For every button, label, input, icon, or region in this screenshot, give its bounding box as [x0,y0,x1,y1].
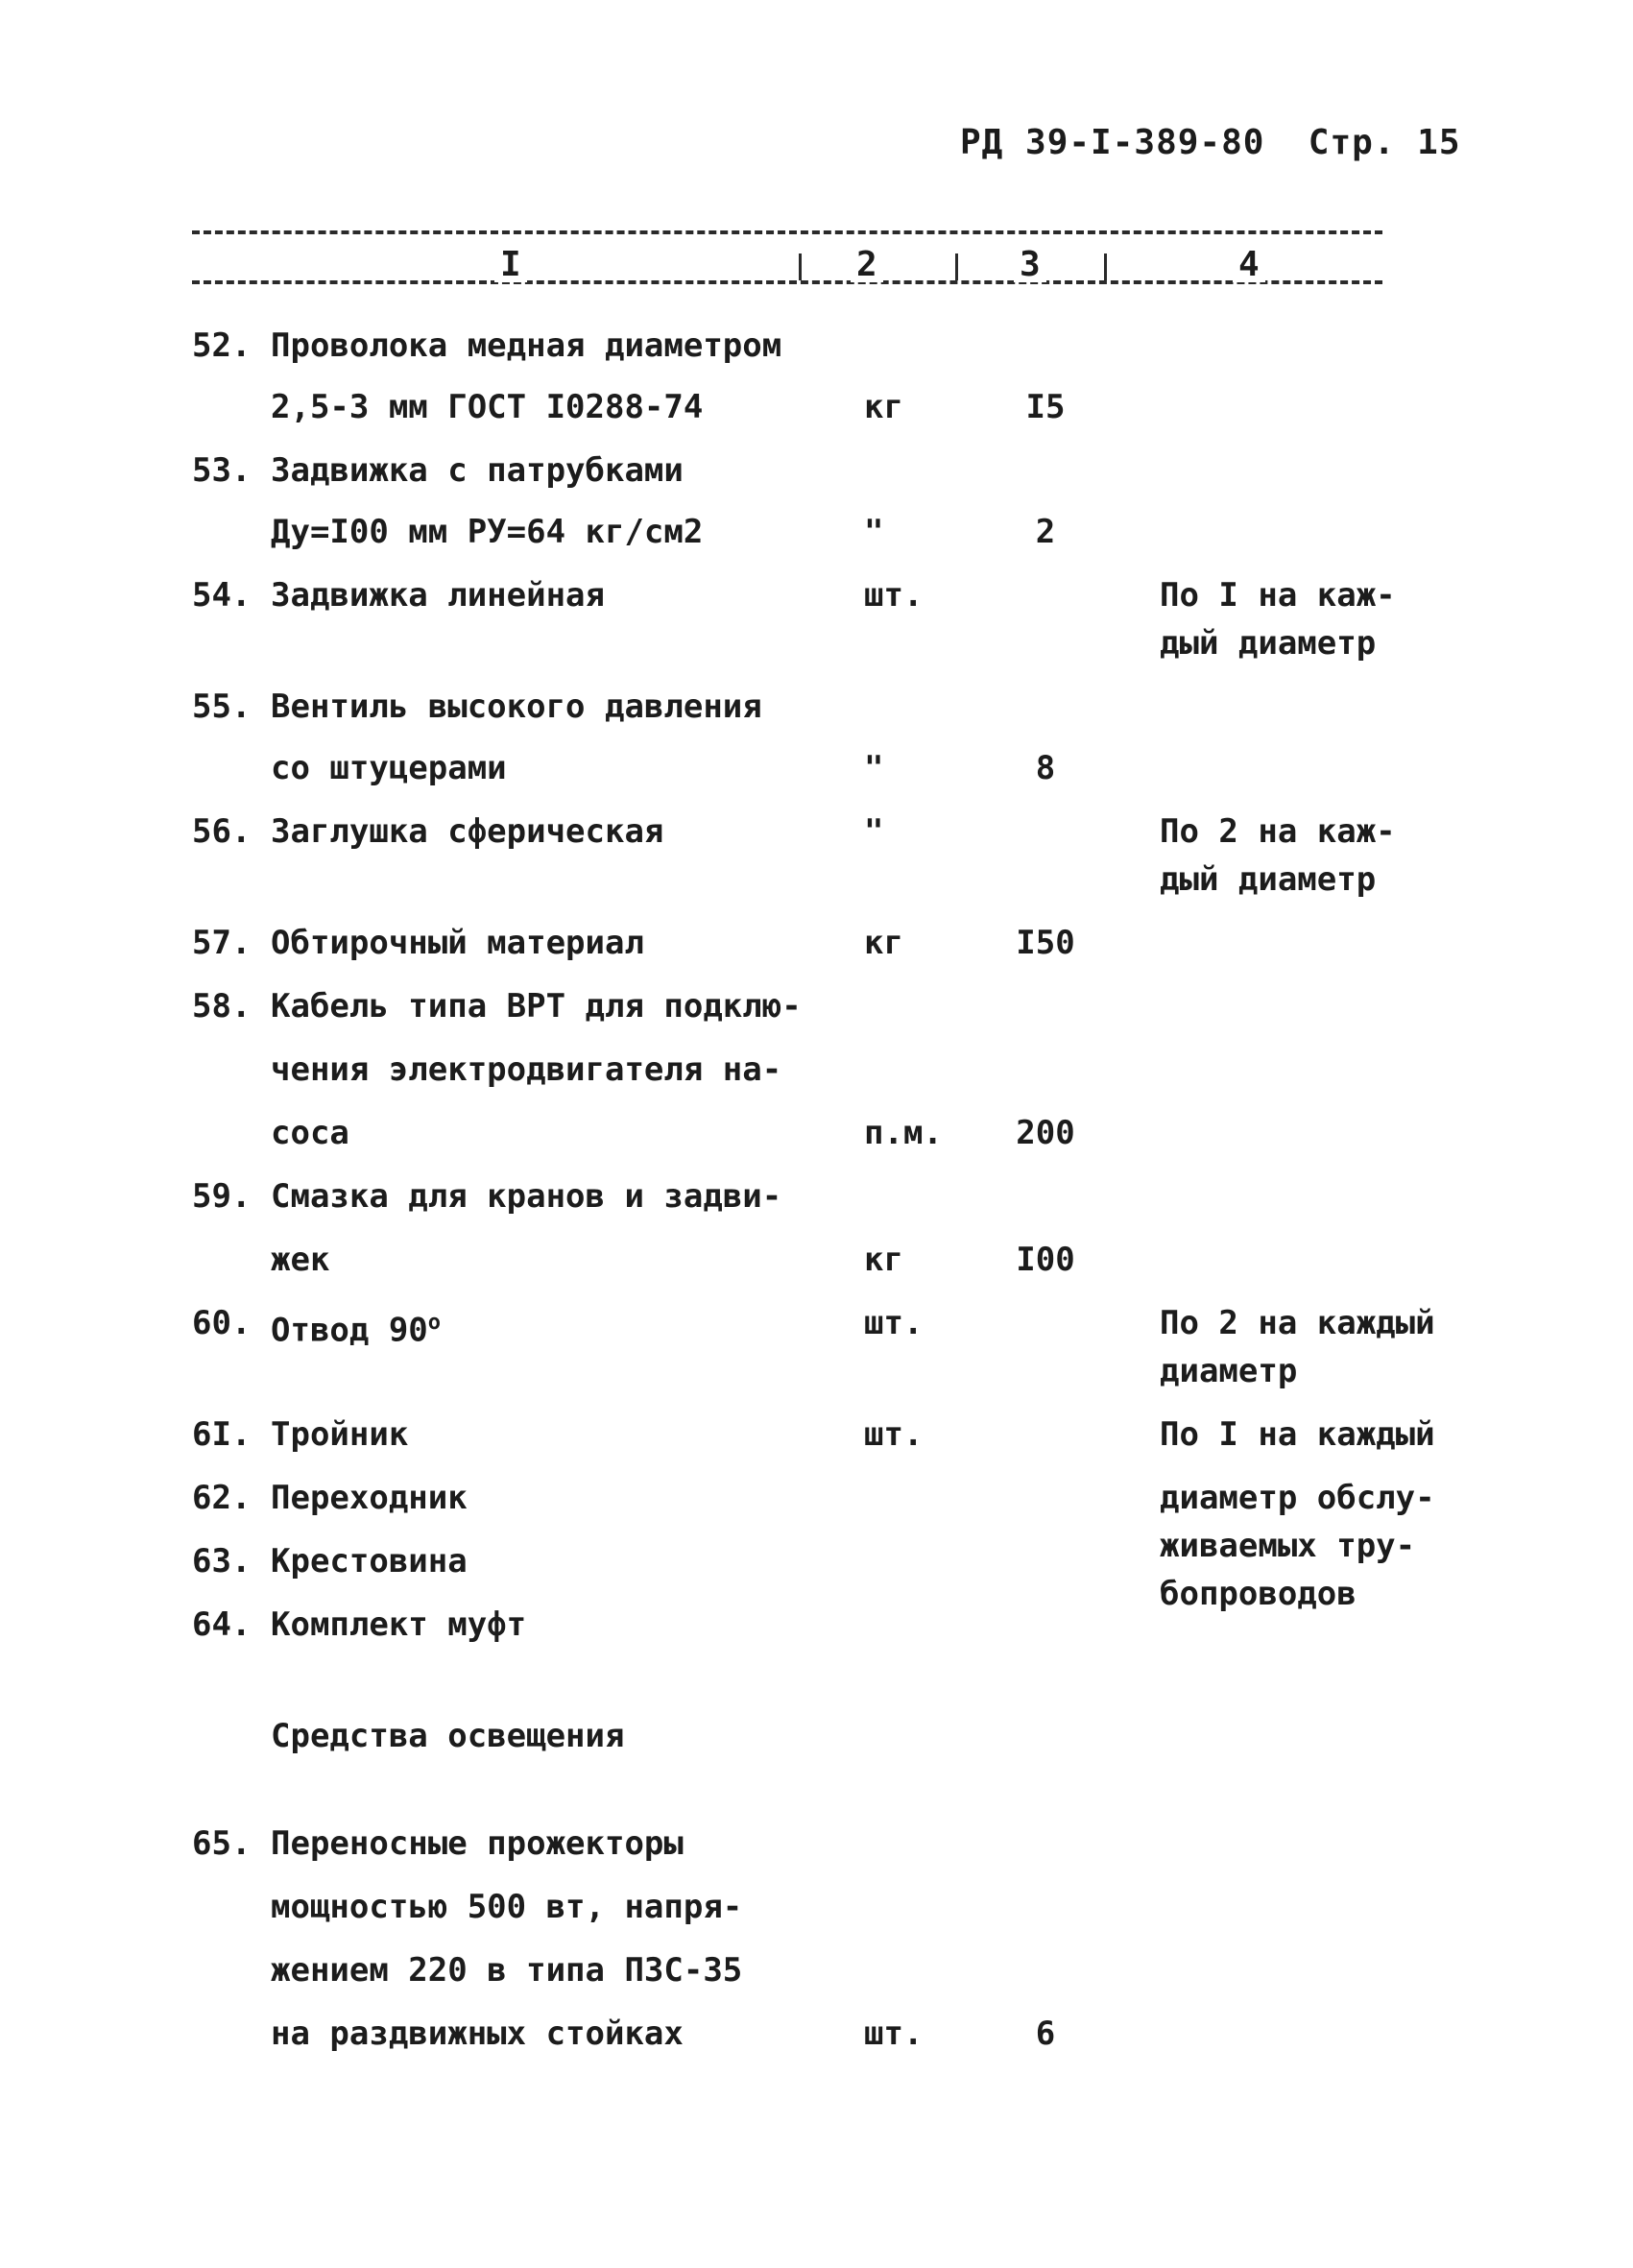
table-row [0,749,1633,807]
item-name: соса [271,1114,349,1152]
degree-superscript: o [427,1311,442,1335]
item-number: 57. [192,924,252,962]
table-row [0,1177,1633,1235]
item-unit: кг [864,388,903,426]
item-quantity: I5 [1025,388,1066,426]
section-title: Средства освещения [271,1717,625,1755]
item-number: 59. [192,1177,252,1216]
item-name: на раздвижных стойках [271,2015,684,2053]
page-number: Стр. 15 [1308,123,1461,162]
item-unit: " [864,749,884,787]
column-separator [1104,253,1107,280]
item-number: 55. [192,688,252,726]
item-name: Заглушка сферическая [271,812,664,851]
item-name: жением 220 в типа ПЗС-35 [271,1951,743,1990]
table-row [0,1050,1633,1108]
item-number: 65. [192,1824,252,1863]
table-row [0,1114,1633,1171]
table-row [0,388,1633,446]
item-number: 53. [192,451,252,490]
item-unit: шт. [864,2015,924,2053]
item-name: Переходник [271,1479,468,1517]
table-row [0,688,1633,745]
table-row [0,624,1633,682]
table-row [0,860,1633,918]
item-note: живаемых тру- [1160,1527,1416,1565]
column-separator [955,253,958,280]
item-note: диаметр [1160,1352,1298,1390]
item-number: 64. [192,1605,252,1644]
item-name: Задвижка линейная [271,576,605,615]
item-quantity: 8 [1035,749,1056,787]
item-number: 52. [192,326,252,365]
item-number: 56. [192,812,252,851]
item-name: Ду=I00 мм РУ=64 кг/см2 [271,513,704,551]
table-row [0,1605,1633,1663]
item-unit: кг [864,1241,903,1279]
column-header-1: I [494,248,527,282]
item-name: жек [271,1241,330,1279]
item-note: дый диаметр [1160,624,1377,663]
table-row [0,1824,1633,1882]
item-name: Комплект муфт [271,1605,527,1644]
column-separator [799,253,802,280]
table-header-rule [192,280,1382,284]
item-name: Отвод 90$^o$ [271,1311,442,1350]
item-note: бопроводов [1160,1575,1357,1613]
item-quantity: I00 [1016,1241,1075,1279]
item-number: 63. [192,1542,252,1580]
item-note: диаметр обслу- [1160,1479,1435,1517]
table-row [0,326,1633,384]
column-header-2: 2 [851,248,883,282]
column-header-3: 3 [1014,248,1046,282]
table-row [0,1951,1633,2009]
item-unit: шт. [864,1415,924,1454]
item-number: 62. [192,1479,252,1517]
item-name: мощностью 500 вт, напря- [271,1888,743,1926]
item-note: дый диаметр [1160,860,1377,899]
item-number: 54. [192,576,252,615]
item-name: Кабель типа ВРТ для подклю- [271,987,802,1025]
item-name: 2,5-3 мм ГОСТ I0288-74 [271,388,704,426]
item-number: 6I. [192,1415,252,1454]
item-quantity: 6 [1035,2015,1056,2053]
column-header-4: 4 [1233,248,1265,282]
table-row [0,987,1633,1045]
item-unit: " [864,812,884,851]
page-header [960,123,1461,162]
item-quantity: I50 [1016,924,1075,962]
item-name: Задвижка с патрубками [271,451,684,490]
table-row [0,1888,1633,1945]
item-unit: " [864,513,884,551]
item-name: Переносные прожекторы [271,1824,684,1863]
item-name: Вентиль высокого давления [271,688,762,726]
item-quantity: 2 [1035,513,1056,551]
item-unit: шт. [864,576,924,615]
item-name: со штуцерами [271,749,507,787]
item-unit: шт. [864,1304,924,1342]
doc-reference: РД 39-I-389-80 [960,123,1265,162]
table-row [0,924,1633,981]
table-row [0,1415,1633,1473]
table-row [0,513,1633,570]
item-name: Смазка для кранов и задви- [271,1177,782,1216]
item-note: По I на каждый [1160,1415,1435,1454]
item-number: 58. [192,987,252,1025]
table-row [0,2015,1633,2072]
item-unit: п.м. [864,1114,943,1152]
item-note: По 2 на каждый [1160,1304,1435,1342]
table-top-rule [192,230,1382,234]
item-name: Крестовина [271,1542,468,1580]
item-note: По 2 на каж- [1160,812,1396,851]
item-quantity: 200 [1016,1114,1075,1152]
table-row [0,1352,1633,1410]
item-name: Проволока медная диаметром [271,326,782,365]
item-number: 60. [192,1304,252,1342]
table-row [0,1241,1633,1298]
table-row [0,451,1633,509]
item-unit: кг [864,924,903,962]
item-name: Тройник [271,1415,409,1454]
item-name: чения электродвигателя на- [271,1050,782,1089]
item-note: По I на каж- [1160,576,1396,615]
item-name: Обтирочный материал [271,924,644,962]
